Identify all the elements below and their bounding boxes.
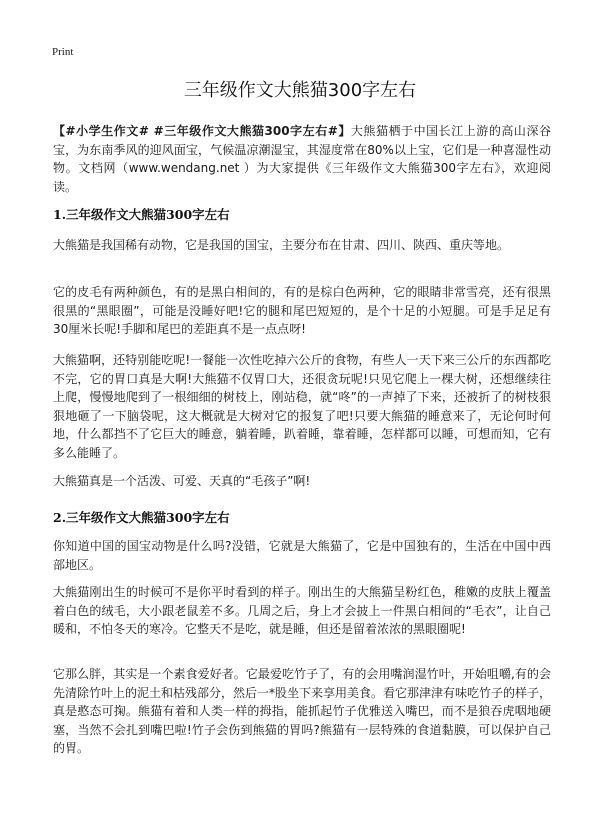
section-1-paragraph-4: 大熊猫真是一个活泼、可爱、天真的“毛孩子”啊!	[53, 474, 311, 488]
print-label: Print	[52, 46, 74, 58]
intro-text: 大熊猫栖于中国长江上游的高山深谷宝，为东南季风的迎风面宝，气候温凉潮湿宝，其湿度常在80%以上宝，它们是一种喜湿性动物。文档网（www.wendang.net ）为大家提供《三年级作文大熊猫300字左右》，欢迎阅读。	[53, 124, 551, 194]
section-1-paragraph-3: 大熊猫啊，还特别能吃呢!一餐能一次性吃掉六公斤的食物，有些人一天下来三公斤的东西都吃不完，它的胃口真是大啊!大熊猫不仅胃口大，还很贪玩呢!只见它爬上一棵大树，还想继续往上爬，慢慢地爬到了一根细细的树枝上，刚站稳，就“咚”的一声掉了下来，还被折了的树枝狠狠地砸了一下脑袋呢，这大概就是大树对它的报复了吧!只要大熊猫的睡意来了，无论何时何地，什么都挡不了它巨大的睡意，躺着睡，趴着睡，靠着睡，怎样都可以睡，可想而知，它有多么能睡了。	[53, 353, 551, 460]
section-1-paragraph-1: 大熊猫是我国稀有动物，它是我国的国宝，主要分布在甘肃、四川、陕西、重庆等地。	[53, 238, 510, 252]
section-2-paragraph-2: 大熊猫刚出生的时候可不是你平时看到的样子。刚出生的大熊猫呈粉红色，稚嫩的皮肤上覆盖着白色的绒毛，大小跟老鼠差不多。几周之后，身上才会披上一件黑白相间的“毛衣”，让自己暖和，不怕冬天的寒冷。它整天不是吃，就是睡，但还是留着浓浓的黑眼圈呢!	[53, 585, 551, 636]
section-heading-2: 2.三年级作文大熊猫300字左右	[53, 510, 230, 525]
intro-paragraph	[53, 122, 551, 196]
intro-tag: 【#小学生作文# #三年级作文大熊猫300字左右#】	[53, 124, 351, 138]
section-2-paragraph-1: 你知道中国的国宝动物是什么吗?没错，它就是大熊猫了，它是中国独有的，生活在中国中西部地区。	[53, 539, 551, 572]
section-heading-1: 1.三年级作文大熊猫300字左右	[53, 207, 230, 222]
section-2-paragraph-3: 它那么胖，其实是一个素食爱好者。它最爱吃竹子了，有的会用嘴润湿竹叶，开始咀嚼,有的会先清除竹叶上的泥土和枯残部分，然后一*股坐下来享用美食。看它那津津有味吃竹子的样子，真是憨态可掬。熊猫有着和人类一样的拇指，能抓起竹子优雅送入嘴巴，而不是狼吞虎咽地硬塞，当然不会扎到嘴巴啦!竹子会伤到熊猫的胃吗?熊猫有一层特殊的食道黏膜，可以保护自己的胃。	[53, 667, 552, 755]
document-title: 三年级作文大熊猫300字左右	[183, 80, 417, 101]
section-1-paragraph-2: 它的皮毛有两种颜色，有的是黑白相间的，有的是棕白色两种，它的眼睛非常雪亮，还有很黑很黑的“黑眼圈”，可能是没睡好吧!它的腿和尾巴短短的，是个十足的小短腿。可是手足足有30厘米长呢!手脚和尾巴的差距真不是一点点呀!	[53, 285, 551, 336]
